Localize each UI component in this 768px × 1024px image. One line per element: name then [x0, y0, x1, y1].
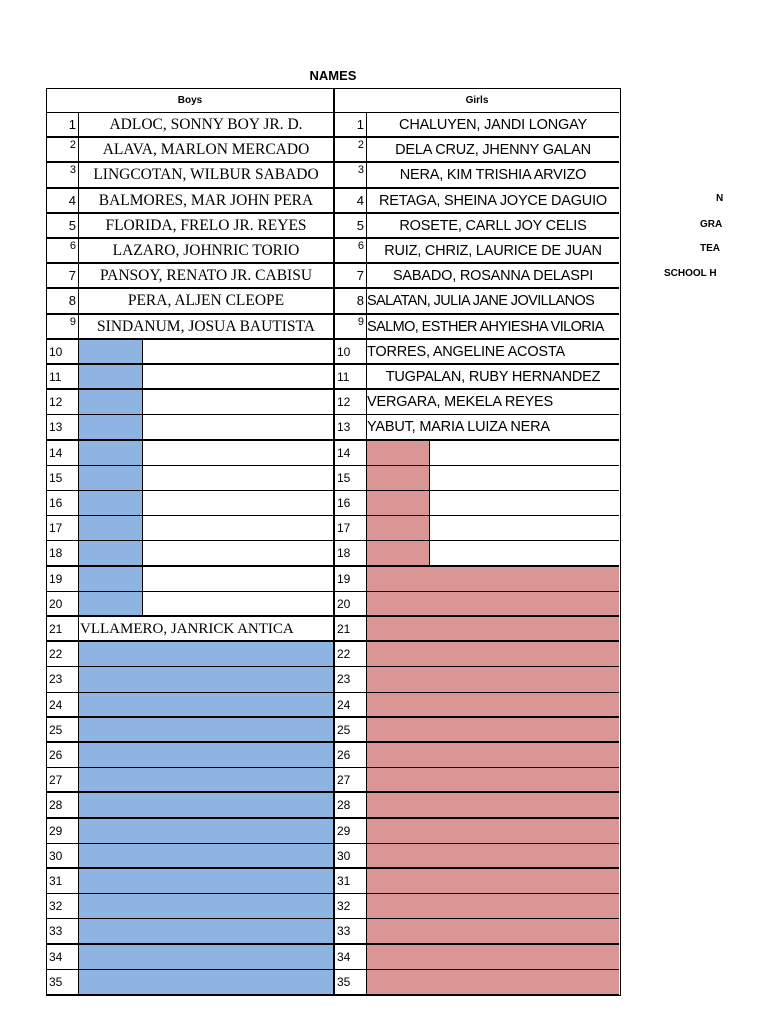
- boy-name-cell[interactable]: [79, 844, 333, 867]
- boy-name-cell[interactable]: [79, 667, 333, 691]
- girl-name-cell[interactable]: [367, 466, 619, 490]
- boys-row: [47, 163, 333, 188]
- row-number: 11: [47, 365, 79, 388]
- row-number: 16: [335, 491, 367, 515]
- row-number: 12: [47, 390, 79, 414]
- boy-name-cell[interactable]: [79, 693, 333, 716]
- boys-row: [47, 264, 333, 289]
- row-number: 11: [335, 365, 367, 388]
- boys-row: [47, 869, 333, 894]
- boy-name-cell[interactable]: [79, 567, 333, 591]
- girls-row: [335, 617, 619, 642]
- boys-row: [47, 239, 333, 264]
- row-number: 2: [47, 138, 79, 161]
- girl-name-cell[interactable]: RUIZ, CHRIZ, LAURICE DE JUAN: [384, 243, 602, 259]
- row-number: 6: [335, 239, 367, 262]
- girl-name-cell[interactable]: [367, 516, 619, 540]
- girls-row: [335, 264, 619, 289]
- girl-name-cell[interactable]: [367, 567, 619, 591]
- girl-name-cell[interactable]: [367, 642, 619, 666]
- row-number: 18: [47, 541, 79, 564]
- row-number: 29: [47, 819, 79, 843]
- girl-name-cell[interactable]: [367, 491, 619, 515]
- boys-row: [47, 592, 333, 617]
- boys-row: [47, 415, 333, 440]
- girl-name-cell[interactable]: [367, 970, 619, 994]
- girls-row: [335, 441, 619, 466]
- boys-row: [47, 667, 333, 692]
- girl-name-cell[interactable]: TORRES, ANGELINE ACOSTA: [367, 343, 565, 360]
- side-label: TEA: [700, 243, 720, 254]
- row-number: 20: [47, 592, 79, 615]
- row-number: 33: [47, 919, 79, 942]
- boys-row: [47, 567, 333, 592]
- boy-name-cell[interactable]: [79, 491, 333, 515]
- boy-name-cell[interactable]: [79, 541, 333, 564]
- girls-row: [335, 365, 619, 390]
- girls-row: [335, 415, 619, 440]
- girls-row: [335, 718, 619, 743]
- row-number: 15: [335, 466, 367, 490]
- row-number: 7: [335, 264, 367, 287]
- girls-row: [335, 239, 619, 264]
- row-number: 12: [335, 390, 367, 414]
- girls-row: [335, 793, 619, 818]
- girls-row: [335, 189, 619, 214]
- row-number: 24: [335, 693, 367, 716]
- row-number: 21: [335, 617, 367, 640]
- boy-name-cell[interactable]: [79, 718, 333, 741]
- row-number: 19: [335, 567, 367, 591]
- girls-row: [335, 894, 619, 919]
- girls-row: [335, 667, 619, 692]
- boy-name-cell[interactable]: [79, 390, 333, 414]
- girl-name-cell[interactable]: [367, 541, 619, 564]
- boys-row: [47, 315, 333, 340]
- girls-row: [335, 315, 619, 340]
- boy-name-cell[interactable]: LAZARO, JOHNRIC TORIO: [112, 242, 300, 259]
- roster-table: [46, 88, 621, 996]
- row-number: 9: [47, 315, 79, 338]
- girl-name-cell[interactable]: SALATAN, JULIA JANE JOVILLANOS: [367, 293, 595, 310]
- girl-name-cell[interactable]: NERA, KIM TRISHIA ARVIZO: [399, 167, 587, 184]
- boy-name-cell[interactable]: FLORIDA, FRELO JR. REYES: [105, 216, 307, 234]
- row-number: 16: [47, 491, 79, 515]
- row-number: 26: [47, 743, 79, 767]
- row-number: 31: [335, 869, 367, 893]
- boy-name-cell[interactable]: [79, 365, 333, 388]
- girl-name-cell[interactable]: VERGARA, MEKELA REYES: [367, 394, 553, 411]
- boy-name-cell[interactable]: [79, 441, 333, 465]
- boy-name-cell[interactable]: [79, 642, 333, 666]
- boy-name-cell[interactable]: [79, 894, 333, 918]
- row-number: 27: [335, 768, 367, 791]
- boys-row: [47, 541, 333, 566]
- girls-row: [335, 743, 619, 768]
- boy-name-cell[interactable]: PERA, ALJEN CLEOPE: [127, 292, 285, 310]
- row-number: 32: [47, 894, 79, 918]
- boy-name-cell[interactable]: [79, 743, 333, 767]
- row-number: 31: [47, 869, 79, 893]
- girls-row: [335, 567, 619, 592]
- side-label: GRA: [700, 219, 723, 230]
- boy-name-cell[interactable]: [79, 819, 333, 843]
- boy-name-cell[interactable]: [79, 945, 333, 969]
- boys-row: [47, 793, 333, 818]
- girl-name-cell[interactable]: CHALUYEN, JANDI LONGAY: [399, 117, 587, 133]
- girl-name-cell[interactable]: [367, 844, 619, 867]
- girl-name-cell[interactable]: [367, 592, 619, 615]
- girl-name-cell[interactable]: RETAGA, SHEINA JOYCE DAGUIO: [379, 192, 607, 209]
- boy-name-cell[interactable]: VLLAMERO, JANRICK ANTICA: [80, 621, 294, 637]
- boys-row: [47, 919, 333, 944]
- boys-row: [47, 970, 333, 995]
- row-number: 13: [335, 415, 367, 438]
- row-number: 20: [335, 592, 367, 615]
- row-number: 21: [47, 617, 79, 640]
- boys-row: [47, 743, 333, 768]
- girls-row: [335, 466, 619, 491]
- row-number: 10: [335, 340, 367, 363]
- row-number: 17: [335, 516, 367, 540]
- girl-name-cell[interactable]: [367, 894, 619, 918]
- row-number: 34: [47, 945, 79, 969]
- boys-row: [47, 894, 333, 919]
- boys-row: [47, 491, 333, 516]
- girl-name-cell[interactable]: [367, 693, 619, 716]
- page-title: NAMES: [309, 68, 357, 83]
- row-number: 8: [335, 289, 367, 312]
- boy-name-cell[interactable]: [79, 415, 333, 438]
- girls-row: [335, 541, 619, 566]
- girls-row: [335, 869, 619, 894]
- boys-header: Boys: [47, 89, 333, 113]
- row-number: 25: [335, 718, 367, 741]
- row-number: 30: [335, 844, 367, 867]
- girls-row: [335, 516, 619, 541]
- row-number: 7: [47, 264, 79, 287]
- row-number: 23: [47, 667, 79, 691]
- boys-row: [47, 214, 333, 239]
- girl-name-cell[interactable]: [367, 919, 619, 942]
- boys-row: [47, 441, 333, 466]
- boy-name-cell[interactable]: [79, 970, 333, 994]
- side-label: SCHOOL H: [664, 268, 717, 279]
- row-number: 6: [47, 239, 79, 262]
- girl-name-cell[interactable]: [367, 819, 619, 843]
- row-number: 32: [335, 894, 367, 918]
- boy-name-cell[interactable]: [79, 466, 333, 490]
- boys-row: [47, 844, 333, 869]
- row-number: 35: [335, 970, 367, 994]
- row-number: 9: [335, 315, 367, 338]
- row-number: 30: [47, 844, 79, 867]
- girls-row: [335, 138, 619, 163]
- boys-row: [47, 945, 333, 970]
- girl-name-cell[interactable]: [367, 945, 619, 969]
- row-number: 24: [47, 693, 79, 716]
- girls-row: [335, 390, 619, 415]
- row-number: 28: [335, 793, 367, 816]
- boy-name-cell[interactable]: [79, 516, 333, 540]
- row-number: 14: [47, 441, 79, 465]
- row-number: 5: [335, 214, 367, 237]
- row-number: 29: [335, 819, 367, 843]
- girl-name-cell[interactable]: YABUT, MARIA LUIZA NERA: [367, 419, 550, 436]
- boys-row: [47, 189, 333, 214]
- row-number: 33: [335, 919, 367, 942]
- boys-row: [47, 113, 333, 138]
- boys-row: [47, 289, 333, 314]
- side-label: N: [716, 193, 724, 204]
- girls-row: [335, 693, 619, 718]
- boys-row: [47, 642, 333, 667]
- girls-column: [335, 89, 619, 995]
- row-number: 34: [335, 945, 367, 969]
- boy-name-cell[interactable]: LINGCOTAN, WILBUR SABADO: [93, 166, 319, 184]
- boy-name-cell[interactable]: PANSOY, RENATO JR. CABISU: [99, 267, 313, 285]
- girls-row: [335, 592, 619, 617]
- girls-row: [335, 340, 619, 365]
- row-number: 3: [47, 163, 79, 186]
- girls-row: [335, 642, 619, 667]
- boys-row: [47, 718, 333, 743]
- row-number: 18: [335, 541, 367, 564]
- row-number: 19: [47, 567, 79, 591]
- row-number: 2: [335, 138, 367, 161]
- boy-name-cell[interactable]: ADLOC, SONNY BOY JR. D.: [109, 116, 303, 133]
- boys-row: [47, 340, 333, 365]
- boy-name-cell[interactable]: [79, 919, 333, 942]
- row-number: 8: [47, 289, 79, 312]
- girl-name-cell[interactable]: [367, 617, 619, 640]
- row-number: 17: [47, 516, 79, 540]
- boy-name-cell[interactable]: [79, 768, 333, 791]
- boys-row: [47, 617, 333, 642]
- boy-name-cell[interactable]: SINDANUM, JOSUA BAUTISTA: [97, 317, 315, 335]
- girl-name-cell[interactable]: [367, 869, 619, 893]
- boys-column: [47, 89, 335, 995]
- girl-name-cell[interactable]: [367, 793, 619, 816]
- boy-name-cell[interactable]: [79, 869, 333, 893]
- row-number: 4: [335, 189, 367, 212]
- girl-name-cell[interactable]: SALMO, ESTHER AHYIESHA VILORIA: [367, 318, 604, 335]
- girls-row: [335, 163, 619, 188]
- girls-row: [335, 945, 619, 970]
- girls-row: [335, 819, 619, 844]
- row-number: 10: [47, 340, 79, 363]
- boys-row: [47, 516, 333, 541]
- boys-row: [47, 138, 333, 163]
- row-number: 3: [335, 163, 367, 186]
- row-number: 15: [47, 466, 79, 490]
- girl-name-cell[interactable]: DELA CRUZ, JHENNY GALAN: [395, 142, 591, 159]
- row-number: 23: [335, 667, 367, 691]
- girl-name-cell[interactable]: SABADO, ROSANNA DELASPI: [392, 268, 594, 285]
- boy-name-cell[interactable]: [79, 793, 333, 816]
- girls-header: Girls: [335, 89, 619, 113]
- boy-name-cell[interactable]: [79, 340, 333, 363]
- boy-name-cell[interactable]: BALMORES, MAR JOHN PERA: [98, 191, 314, 209]
- boys-row: [47, 466, 333, 491]
- row-number: 28: [47, 793, 79, 816]
- row-number: 22: [335, 642, 367, 666]
- row-number: 1: [47, 113, 79, 136]
- boy-name-cell[interactable]: ALAVA, MARLON MERCADO: [102, 141, 310, 159]
- row-number: 26: [335, 743, 367, 767]
- row-number: 13: [47, 415, 79, 438]
- row-number: 35: [47, 970, 79, 994]
- girls-row: [335, 768, 619, 793]
- row-number: 1: [335, 113, 367, 136]
- girl-name-cell[interactable]: [367, 768, 619, 791]
- row-number: 4: [47, 189, 79, 212]
- boys-row: [47, 390, 333, 415]
- boy-name-cell[interactable]: [79, 592, 333, 615]
- girls-row: [335, 919, 619, 944]
- girl-name-cell[interactable]: [367, 743, 619, 767]
- girl-name-cell[interactable]: [367, 718, 619, 741]
- girl-name-cell[interactable]: [367, 667, 619, 691]
- girls-row: [335, 113, 619, 138]
- boys-row: [47, 365, 333, 390]
- girl-name-cell[interactable]: ROSETE, CARLL JOY CELIS: [399, 217, 587, 234]
- row-number: 25: [47, 718, 79, 741]
- boys-row: [47, 768, 333, 793]
- row-number: 22: [47, 642, 79, 666]
- girls-row: [335, 214, 619, 239]
- row-number: 14: [335, 441, 367, 465]
- girl-name-cell[interactable]: TUGPALAN, RUBY HERNANDEZ: [385, 369, 601, 385]
- boys-row: [47, 819, 333, 844]
- girls-row: [335, 491, 619, 516]
- girls-row: [335, 289, 619, 314]
- girls-row: [335, 844, 619, 869]
- boys-row: [47, 693, 333, 718]
- girls-row: [335, 970, 619, 995]
- row-number: 5: [47, 214, 79, 237]
- row-number: 27: [47, 768, 79, 791]
- girl-name-cell[interactable]: [367, 441, 619, 465]
